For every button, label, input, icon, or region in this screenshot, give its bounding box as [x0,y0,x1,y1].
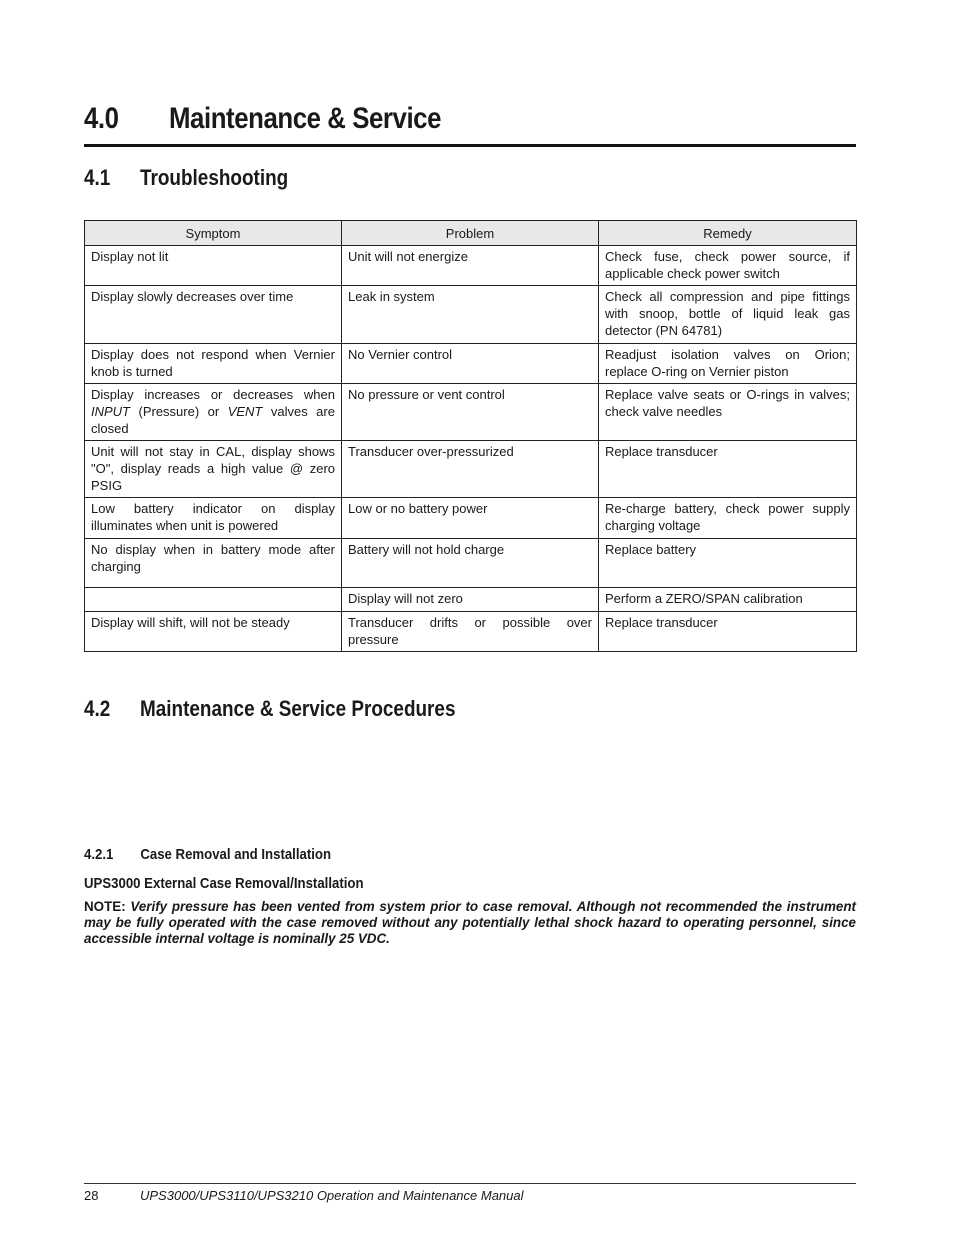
chapter-number: 4.0 [84,102,119,135]
problem-cell: No pressure or vent control [342,384,599,441]
section-title: Troubleshooting [140,165,289,190]
symptom-cell [85,588,342,612]
troubleshooting-table [84,220,857,652]
page-number: 28 [84,1188,99,1203]
column-header-remedy: Remedy [599,221,857,246]
table-row [85,286,857,344]
column-header-symptom: Symptom [85,221,342,246]
procedure-heading: UPS3000 External Case Removal/Installation [84,875,364,892]
symptom-cell [85,384,342,441]
table-row [85,612,857,652]
table-row [85,539,857,588]
section-title: Maintenance & Service Procedures [140,696,456,721]
chapter-title: Maintenance & Service [169,102,442,135]
problem-cell: Transducer drifts or possible over pressure [342,612,599,652]
symptom-text: valves are closed [91,404,335,436]
vent-valve-label: VENT [227,404,263,419]
symptom-cell: Unit will not stay in CAL, display shows "O", display reads a high value @ zero PSIG [85,441,342,498]
table-row [85,384,857,441]
chapter-heading [84,98,856,147]
problem-cell: Unit will not energize [342,246,599,286]
table-header-row [85,221,857,246]
section-number: 4.2 [84,696,111,721]
problem-cell: Transducer over-pressurized [342,441,599,498]
remedy-cell: Check fuse, check power source, if applicable check power switch [599,246,857,286]
symptom-text: Display increases or decreases when [91,387,335,402]
footer-divider [84,1183,856,1184]
subsection-title: Case Removal and Installation [140,846,332,863]
table-row [85,588,857,612]
symptom-cell: Display does not respond when Vernier knob is turned [85,344,342,384]
remedy-cell: Check all compression and pipe fittings with snoop, bottle of liquid leak gas detector (PN 64781) [599,286,857,344]
symptom-cell: Display not lit [85,246,342,286]
symptom-text: (Pressure) or [138,404,220,419]
column-header-problem: Problem [342,221,599,246]
remedy-cell: Replace transducer [599,612,857,652]
remedy-cell: Replace valve seats or O-rings in valves; check valve needles [599,384,857,441]
subsection-number: 4.2.1 [84,846,114,863]
table-row [85,344,857,384]
symptom-cell: Display slowly decreases over time [85,286,342,344]
remedy-cell: Replace battery [599,539,857,588]
section-number: 4.1 [84,165,111,190]
note-text: Verify pressure has been vented from system prior to case removal. Although not recommended the instrument may be fully operated with the case removed without any potentially lethal shock hazard to operating personnel, since accessible internal voltage is nominally 25 VDC. [84,899,856,946]
input-valve-label: INPUT [91,404,130,419]
footer-document-title: UPS3000/UPS3110/UPS3210 Operation and Maintenance Manual [140,1188,524,1203]
remedy-cell: Readjust isolation valves on Orion; replace O-ring on Vernier piston [599,344,857,384]
symptom-cell: Low battery indicator on display illuminates when unit is powered [85,498,342,539]
note-label: NOTE: [84,899,126,914]
table-row [85,498,857,539]
remedy-cell: Re-charge battery, check power supply charging voltage [599,498,857,539]
symptom-cell: Display will shift, will not be steady [85,612,342,652]
symptom-cell: No display when in battery mode after charging [85,539,342,588]
remedy-cell: Replace transducer [599,441,857,498]
problem-cell: Battery will not hold charge [342,539,599,588]
table-row [85,441,857,498]
table-row [85,246,857,286]
problem-cell: Display will not zero [342,588,599,612]
problem-cell: No Vernier control [342,344,599,384]
problem-cell: Low or no battery power [342,498,599,539]
problem-cell: Leak in system [342,286,599,344]
note-paragraph [84,899,856,947]
remedy-cell: Perform a ZERO/SPAN calibration [599,588,857,612]
